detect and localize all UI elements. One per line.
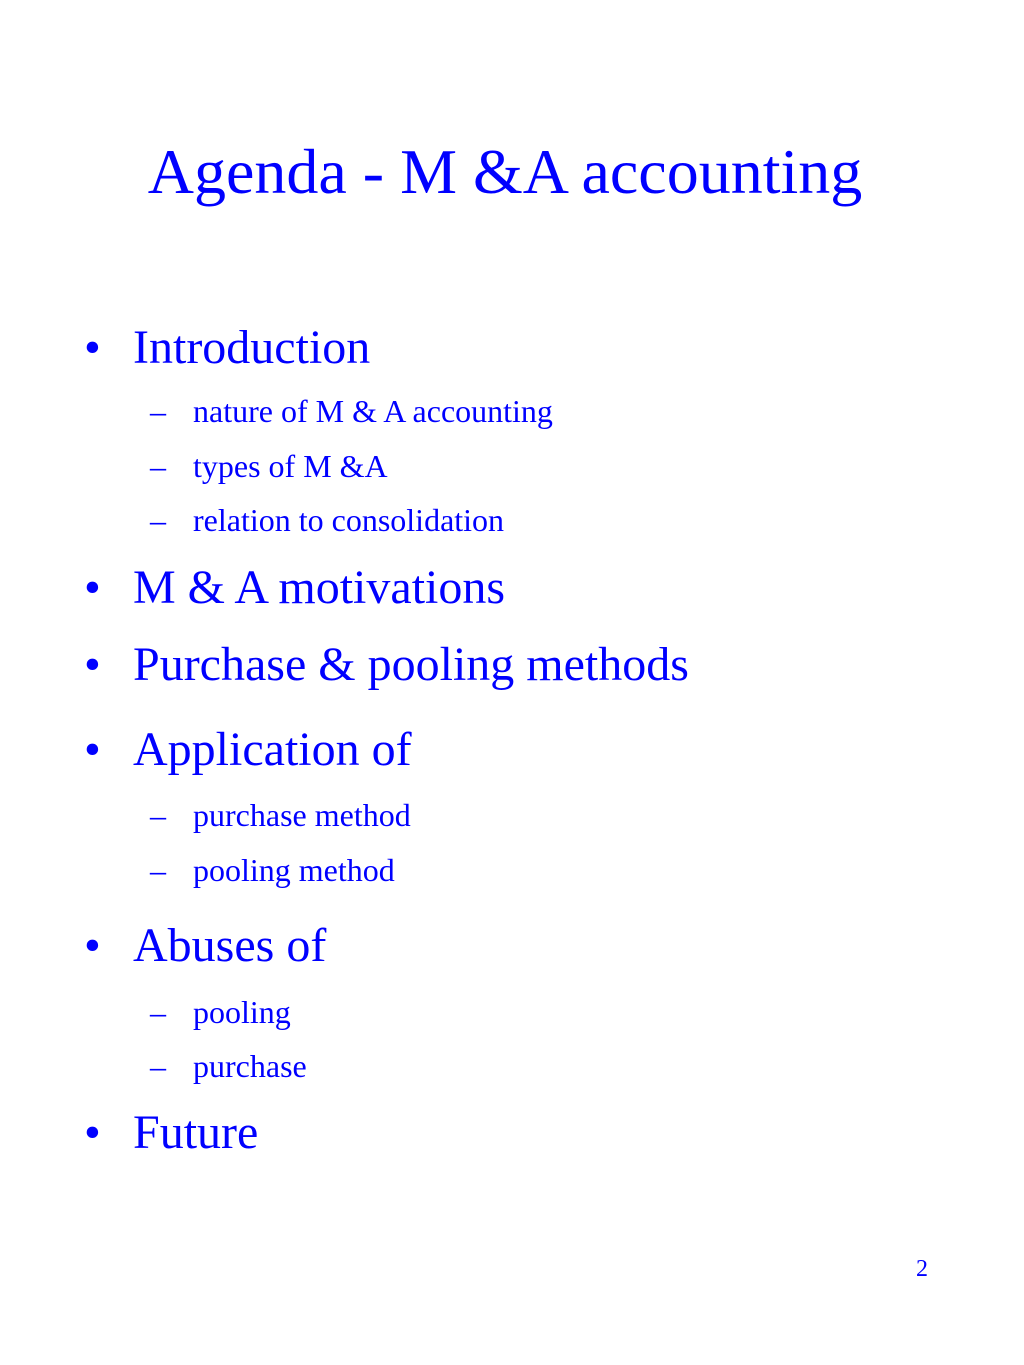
page-number: 2 <box>916 1256 928 1282</box>
sub-item-label: relation to consolidation <box>193 502 505 538</box>
bullet-icon: • <box>84 1106 101 1159</box>
bullet-label: Introduction <box>133 321 371 374</box>
bullet-label: M & A motivations <box>133 561 506 614</box>
sub-item-label: purchase <box>193 1048 307 1084</box>
sub-item-label: pooling method <box>193 852 395 888</box>
dash-icon: – <box>150 852 166 888</box>
dash-icon: – <box>150 502 166 538</box>
slide-title: Agenda - M &A accounting <box>147 136 863 207</box>
bullet-label: Purchase & pooling methods <box>133 638 689 691</box>
dash-icon: – <box>150 1048 166 1084</box>
bullet-label: Abuses of <box>133 919 327 972</box>
bullet-label: Future <box>133 1106 259 1159</box>
sub-item-label: nature of M & A accounting <box>193 393 553 429</box>
bullet-icon: • <box>84 919 101 972</box>
bullet-icon: • <box>84 321 101 374</box>
dash-icon: – <box>150 448 166 484</box>
sub-item-label: types of M &A <box>193 448 388 484</box>
dash-icon: – <box>150 393 166 429</box>
bullet-icon: • <box>84 723 101 776</box>
sub-item-label: pooling <box>193 994 291 1030</box>
dash-icon: – <box>150 797 166 833</box>
dash-icon: – <box>150 994 166 1030</box>
bullet-icon: • <box>84 638 101 691</box>
bullet-icon: • <box>84 561 101 614</box>
sub-item-label: purchase method <box>193 797 411 833</box>
bullet-label: Application of <box>133 723 412 776</box>
